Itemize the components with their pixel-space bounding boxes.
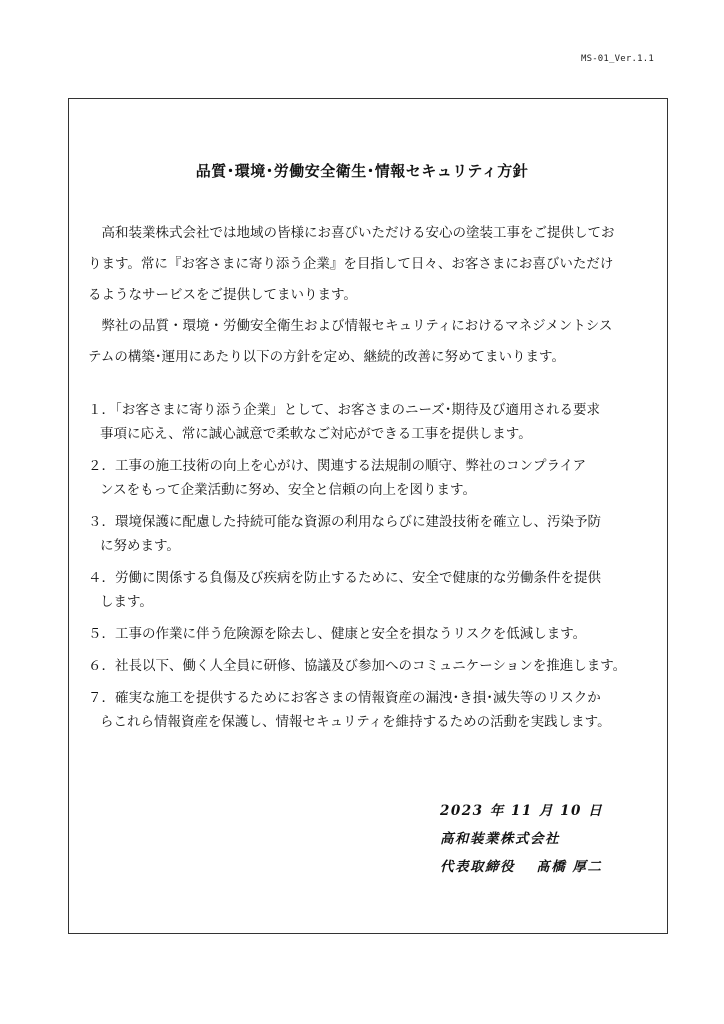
signature-representative: 代表取締役 髙橋 厚二: [440, 859, 603, 875]
policy-line: らこれら情報資産を保護し、情報セキュリティを維持するための活動を実践します。: [100, 714, 611, 730]
policy-line: ２．工事の施工技術の向上を心がけ、関連する法規制の順守、弊社のコンプライア: [88, 458, 587, 474]
policy-line: ンスをもって企業活動に努め、安全と信頼の向上を図ります。: [100, 482, 476, 498]
policy-line: に努めます。: [100, 538, 180, 554]
policy-list: [88, 398, 668, 742]
signature-block: [440, 797, 603, 881]
policy-line: ３．環境保護に配慮した持続可能な資源の利用ならびに建設技術を確立し、汚染予防: [88, 514, 601, 530]
intro-line: 弊社の品質・環境・労働安全衛生および情報セキュリティにおけるマネジメントシス: [88, 318, 613, 334]
policy-line: 事項に応え、常に誠心誠意で柔軟なご対応ができる工事を提供します。: [100, 426, 532, 442]
policy-item-2: [88, 454, 668, 502]
intro-line: ります。常に『お客さまに寄り添う企業』を目指して日々、お客さまにお喜びいただけ: [88, 256, 614, 272]
policy-line: １．「お客さまに寄り添う企業」として、お客さまのニーズ･期待及び適用される要求: [88, 402, 601, 418]
policy-line: します。: [100, 594, 153, 610]
policy-item-7: [88, 686, 668, 734]
intro-line: 高和装業株式会社では地域の皆様にお喜びいただける安心の塗装工事をご提供してお: [88, 225, 615, 241]
policy-item-1: [88, 398, 668, 446]
policy-item-3: [88, 510, 668, 558]
policy-line: ４．労働に関係する負傷及び疾病を防止するために、安全で健康的な労働条件を提供: [88, 570, 601, 586]
intro-line: るようなサービスをご提供してまいります。: [88, 287, 357, 303]
policy-item-5: [88, 622, 668, 646]
policy-line: ５．工事の作業に伴う危険源を除去し、健康と安全を損なうリスクを低減します。: [88, 626, 587, 642]
policy-line: ７．確実な施工を提供するためにお客さまの情報資産の漏洩･き損･滅失等のリスクか: [88, 690, 601, 706]
policy-item-6: [88, 654, 668, 678]
policy-line: ６．社長以下、働く人全員に研修、協議及び参加へのコミュニケーションを推進します。: [88, 658, 627, 674]
signature-company: 高和装業株式会社: [440, 831, 560, 847]
page-title: 品質･環境･労働安全衛生･情報セキュリティ方針: [195, 162, 529, 180]
intro-line: テムの構築･運用にあたり以下の方針を定め、継続的改善に努めてまいります。: [88, 349, 565, 365]
policy-item-4: [88, 566, 668, 614]
signature-date: 2023 年 11 月 10 日: [440, 803, 604, 819]
intro-text: [88, 218, 668, 373]
document-code: MS-01_Ver.1.1: [580, 54, 654, 64]
